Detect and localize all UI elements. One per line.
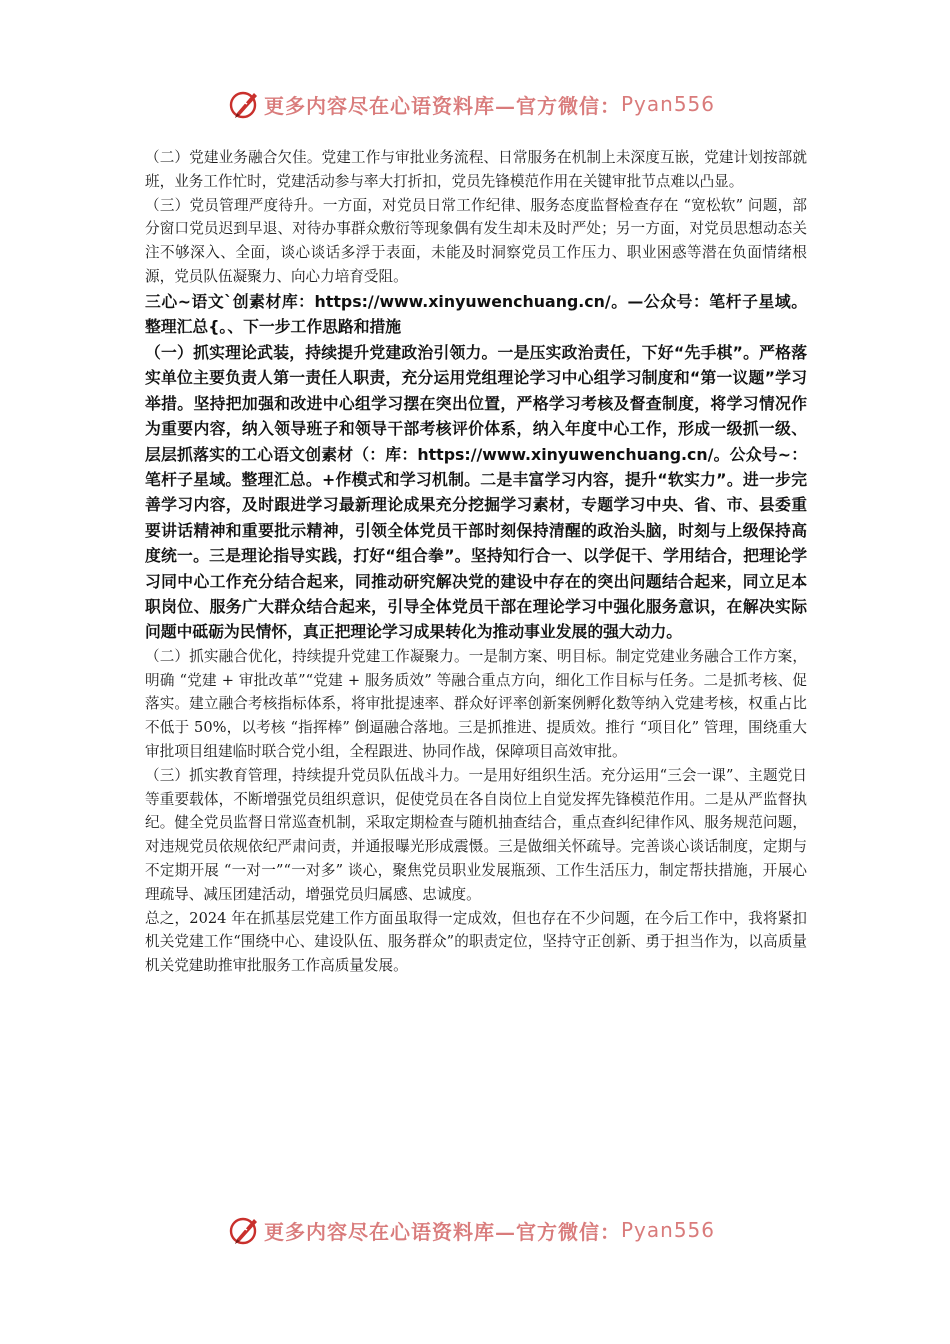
paragraph: （二）党建业务融合欠佳。党建工作与审批业务流程、日常服务在机制上未深度互嵌，党建计划按部就班，业务工作忙时，党建活动参与率大打折扣，党员先锋模范作用在关键审批节点难以凸显。: [145, 149, 807, 190]
banner-wechat-id: Pyan556: [621, 92, 716, 116]
paragraph: （二）抓实融合优化，持续提升党建工作凝聚力。一是制方案、明目标。制定党建业务融合工作方案，明确 “党建 + 审批改革”“党建 + 服务质效” 等融合重点方向，细化工作目标与任务。二是抓考核、促落实。建立融合考核指标体系，将审批提速率、群众好评率创新案例孵化数等纳入党建考核，权重占比不低于 50%，以考核 “指挥棒” 倒逼融合落地。三是抓推进、提质效。推行 “项目化” 管理，围绕重大审批项目组建临时联合党小组，全程跟进、协同作战，保障项目高效审批。: [145, 647, 807, 761]
paragraph-bold: （一）抓实理论武装，持续提升党建政治引领力。一是压实政治责任，下好“先手棋”。严格落实单位主要负责人第一责任人职责，充分运用党组理论学习中心组学习制度和“第一议题”学习举措。坚持把加强和改进中心组学习摆在突出位置，严格学习考核及督查制度，将学习情况作为重要内容，纳入领导班子和领导干部考核评价体系，纳入年度中心工作，形成一级抓一级、层层抓落实的工心语文创素材（：库：https://www.xinyuwenchuang.cn/。公众号~：笔杆子星域。整理汇总。+作模式和学习机制。二是丰富学习内容，提升“软实力”。进一步完善学习内容，及时跟进学习最新理论成果充分挖掘学习素材，专题学习中央、省、市、县委重要讲话精神和重要批示精神，引领全体党员干部时刻保持清醒的政治头脑，时刻与上级保持高度统一。三是理论指导实践，打好“组合拳”。坚持知行合一、以学促干、学用结合，把理论学习同中心工作充分结合起来，同推动研究解决党的建设中存在的突出问题结合起来，同立足本职岗位、服务广大群众结合起来，引导全体党员干部在理论学习中强化服务意识，在解决实际问题中砥砺为民情怀，真正把理论学习成果转化为推动事业发展的强大动力。: [145, 342, 807, 642]
paragraph: （三）抓实教育管理，持续提升党员队伍战斗力。一是用好组织生活。充分运用“三会一课”、主题党日等重要载体，不断增强党员组织意识，促使党员在各自岗位上自觉发挥先锋模范作用。二是从严监督执纪。健全党员监督日常巡查机制，采取定期检查与随机抽查结合，重点查纠纪律作风、服务规范问题，对违规党员依规依纪严肃问责，并通报曝光形成震慑。三是做细关怀疏导。完善谈心谈话制度，定期与不定期开展 “一对一”“一对多” 谈心，聚焦党员职业发展瓶颈、工作生活压力，制定帮扶措施，开展心理疏导、减压团建活动，增强党员归属感、忠诚度。: [145, 766, 807, 903]
banner-text: 更多内容尽在心语资料库—官方微信：: [264, 1219, 621, 1244]
banner-text: 更多内容尽在心语资料库—官方微信：: [264, 93, 621, 118]
footer-banner: [228, 1212, 748, 1248]
banner-wechat-id: Pyan556: [621, 1218, 716, 1242]
header-banner: [228, 86, 748, 122]
paragraph-watermark-heading: 三心~语文`创素材库：https://www.xinyuwenchuang.cn/。—公众号：笔杆子星域。整理汇总{。、下一步工作思路和措施: [145, 291, 807, 337]
document-body: [145, 146, 807, 978]
paragraph: （三）党员管理严度待升。一方面，对党员日常工作纪律、服务态度监督检查存在 “宽松软” 问题，部分窗口党员迟到早退、对待办事群众敷衍等现象偶有发生却未及时严处；另一方面，对党员思想动态关注不够深入、全面，谈心谈话多浮于表面，未能及时洞察党员工作压力、职业困惑等潜在负面情绪根源，党员队伍凝聚力、向心力培育受阻。: [145, 196, 807, 285]
pen-logo-icon: [228, 87, 262, 121]
pen-logo-icon: [228, 1213, 262, 1247]
paragraph: 总之，2024 年在抓基层党建工作方面虽取得一定成效，但也存在不少问题，在今后工作中，我将紧扣机关党建工作“围绕中心、建设队伍、服务群众”的职责定位，坚持守正创新、勇于担当作为，以高质量机关党建助推审批服务工作高质量发展。: [145, 909, 807, 975]
